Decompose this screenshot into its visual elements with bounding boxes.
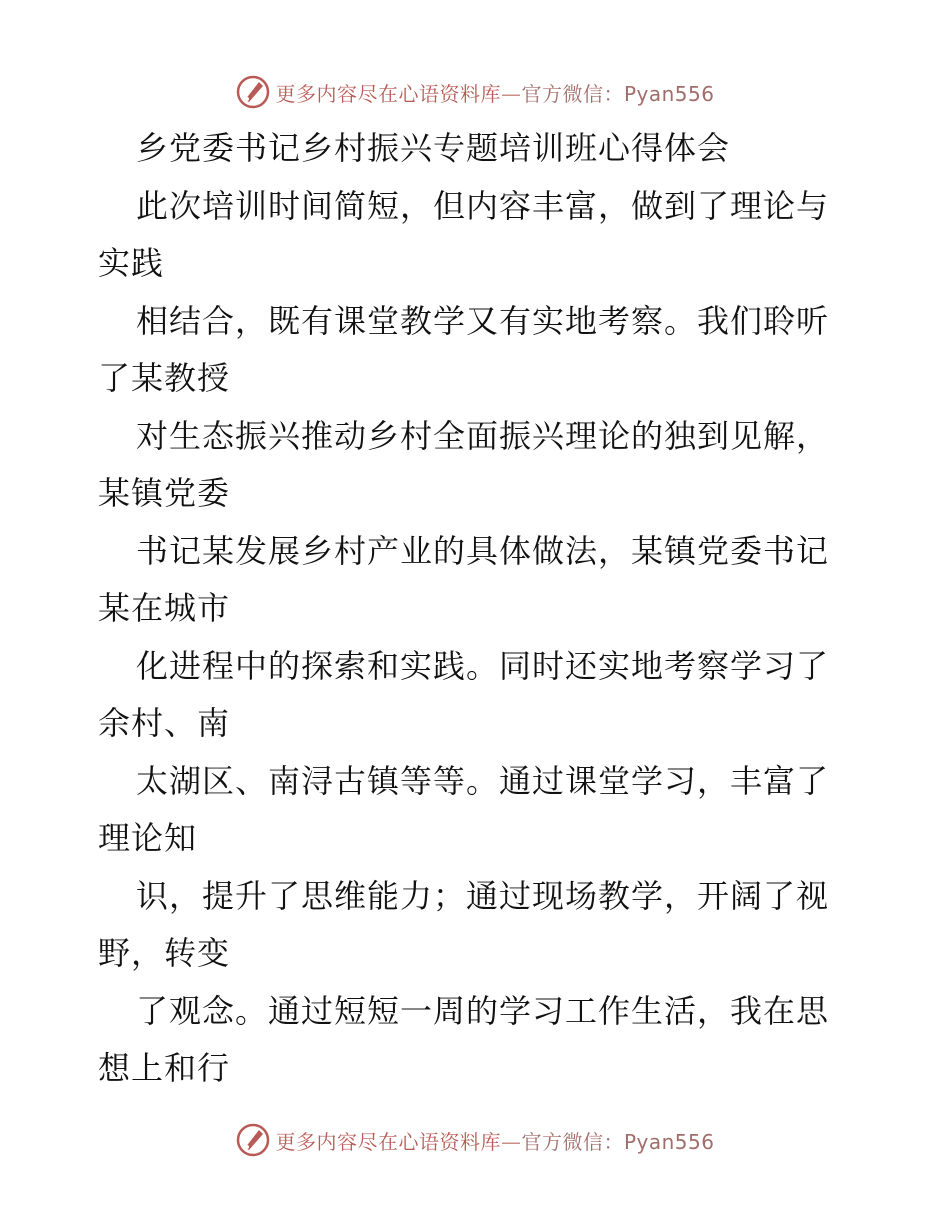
text-line: 了某教授 [98,359,231,397]
text-line: 了观念。通过短短一周的学习工作生活，我在思 [136,991,830,1030]
banner-wechat-text: 官方微信：Pyan556 [521,81,715,106]
banner-site-text: 更多内容尽在心语资料库 [275,81,501,106]
text-line: 某在城市 [98,589,231,627]
header-banner [0,72,950,112]
banner-wechat-text: 官方微信：Pyan556 [521,1129,715,1154]
banner-separator: — [500,1129,522,1154]
banner-separator: — [500,81,522,106]
footer-banner [0,1120,950,1160]
text-line: 余村、南 [98,704,231,742]
text-line: 识，提升了思维能力；通过现场教学，开阔了视 [136,876,830,915]
text-line: 此次培训时间简短，但内容丰富，做到了理论与 [136,186,830,225]
text-line: 对生态振兴推动乡村全面振兴理论的独到见解， [136,416,830,455]
text-line: 实践 [98,244,165,282]
text-line: 化进程中的探索和实践。同时还实地考察学习了 [136,646,830,685]
text-line: 某镇党委 [98,474,231,512]
text-line: 想上和行 [98,1049,231,1087]
document-body [98,120,858,1098]
document-title: 乡党委书记乡村振兴专题培训班心得体会 [136,129,731,167]
pen-logo-icon [235,1122,271,1158]
pen-logo-icon [235,74,271,110]
text-line: 野，转变 [98,934,231,972]
text-line: 相结合，既有课堂教学又有实地考察。我们聆听 [136,301,830,340]
text-line: 太湖区、南浔古镇等等。通过课堂学习，丰富了 [136,761,830,800]
text-line: 书记某发展乡村产业的具体做法，某镇党委书记 [136,531,830,570]
text-line: 理论知 [98,819,198,857]
banner-site-text: 更多内容尽在心语资料库 [275,1129,501,1154]
